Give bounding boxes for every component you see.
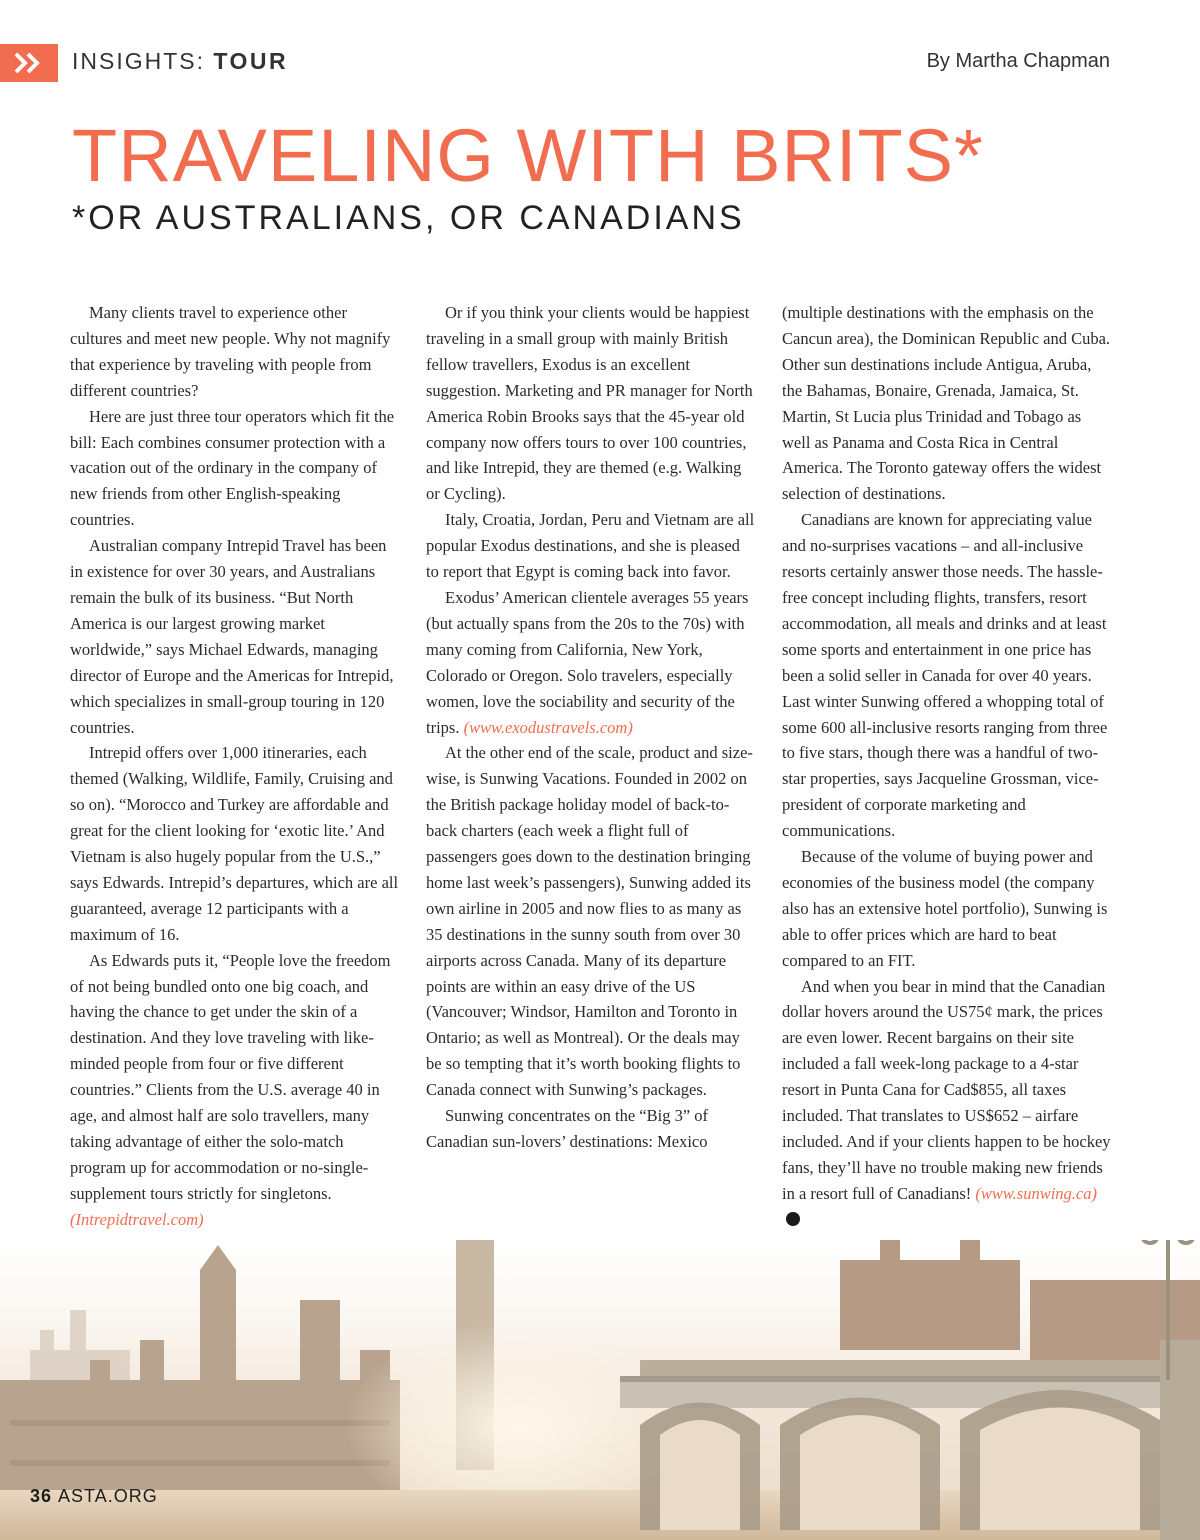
sunwing-link[interactable]: (www.sunwing.ca) <box>975 1183 1097 1203</box>
paragraph: Or if you think your clients would be happiest traveling in a small group with mainly British fellow travellers, Exodus is an excellent suggestion. Marketing and PR manager for North America Robin Brooks says that the 45-year old company now offers tours to over 100 countries, and like Intrepid, they are themed (e.g. Walking or Cycling). <box>426 303 753 504</box>
page-number: 36 <box>30 1486 53 1506</box>
article-column-1 <box>70 300 400 1233</box>
end-of-article-icon <box>786 1212 800 1226</box>
exodus-link[interactable]: (www.exodustravels.com) <box>463 717 633 737</box>
paragraph: Because of the volume of buying power and economies of the business model (the company also has an extensive hotel portfolio), Sunwing is able to offer prices which are hard to beat compared to an FIT. <box>782 847 1108 970</box>
paragraph: (multiple destinations with the emphasis on the Cancun area), the Dominican Republic and Cuba. Other sun destinations include Antigua, Aruba, the Bahamas, Bonaire, Grenada, Jamaica, St. Martin, St Lucia plus Trinidad and Tobago as well as Panama and Costa Rica in Central America. The Toronto gateway offers the widest selection of destinations. <box>782 303 1111 504</box>
section-prefix: INSIGHTS: <box>72 48 214 74</box>
paragraph <box>782 974 1112 1233</box>
paragraph: Canadians are known for appreciating value and no-surprises vacations – and all-inclusive resorts certainly answer those needs. The hassle-free concept including flights, transfers, resort accommodation, all meals and drinks and at least some sports and entertainment in one price has been a solid seller in Canada for over 40 years. Last winter Sunwing offered a whopping total of some 600 all-inclusive resorts ranging from three to five stars, though there was a handful of two-star properties, says Jacqueline Grossman, vice-president of corporate marketing and communications. <box>782 510 1108 841</box>
paragraph-text: As Edwards puts it, “People love the freedom of not being bundled onto one big coach, and having the chance to get under the skin of a destination. And they love traveling with like-minded people from four or five different countries.” Clients from the U.S. average 40 in age, and almost half are solo travellers, many taking advantage of either the solo-match program up for accommodation or no-single-supplement tours strictly for singletons. <box>70 950 391 1203</box>
author-byline: By Martha Chapman <box>926 50 1110 72</box>
paragraph: Many clients travel to experience other cultures and meet new people. Why not magnify that experience by traveling with people from different countries? <box>70 303 391 400</box>
section-header <box>0 44 1200 82</box>
paragraph: Intrepid offers over 1,000 itineraries, each themed (Walking, Wildlife, Family, Cruising and so on). “Morocco and Turkey are affordable and great for the client looking for ‘exotic lite.’ And Vietnam is also hugely popular from the U.S.,” says Edwards. Intrepid’s departures, which are all guaranteed, average 12 participants with a maximum of 16. <box>70 743 399 944</box>
paragraph <box>70 948 400 1233</box>
article-column-2 <box>426 300 756 1155</box>
article-column-3 <box>782 300 1112 1233</box>
paragraph <box>426 585 756 740</box>
paragraph-text: Exodus’ American clientele averages 55 years (but actually spans from the 20s to the 70s) with many coming from California, New York, Colorado or Oregon. Solo travelers, especially women, love the sociability and security of the trips. <box>426 587 749 737</box>
paragraph-text: And when you bear in mind that the Canadian dollar hovers around the US75¢ mark, the prices are even lower. Recent bargains on their site included a fall week-long package to a 4-star resort in Punta Cana for Cad$855, all taxes included. That translates to US$652 – airfare included. And if your clients happen to be hockey fans, they’ll have no trouble making new friends in a resort full of Canadians! <box>782 976 1111 1203</box>
paragraph: At the other end of the scale, product and size-wise, is Sunwing Vacations. Founded in 2002 on the British package holiday model of back-to-back charters (each week a flight full of passengers goes down to the destination bringing home last week’s passengers), Sunwing added its own airline in 2005 and now flies to as many as 35 destinations in the sunny south from over 30 airports across Canada. Many of its departure points are within an easy drive of the US (Vancouver; Windsor, Hamilton and Toronto in Ontario; as well as Montreal). Or the deals may be so tempting that it’s worth booking flights to Canada connect with Sunwing’s packages. <box>426 743 753 1100</box>
paragraph: Australian company Intrepid Travel has been in existence for over 30 years, and Australians remain the bulk of its business. “But North America is our largest growing market worldwide,” says Michael Edwards, managing director of Europe and the Americas for Intrepid, which specializes in small-group touring in 120 countries. <box>70 536 394 737</box>
intrepid-link[interactable]: (Intrepidtravel.com) <box>70 1209 204 1229</box>
paragraph: Sunwing concentrates on the “Big 3” of Canadian sun-lovers’ destinations: Mexico <box>426 1106 709 1151</box>
section-name: TOUR <box>213 48 289 74</box>
paragraph: Here are just three tour operators which fit the bill: Each combines consumer protection with a vacation out of the ordinary in the company of new friends from other English-speaking countries. <box>70 406 395 530</box>
double-chevron-right-icon <box>0 44 58 82</box>
article-title: TRAVELING WITH BRITS* <box>72 114 984 197</box>
london-skyline-photo <box>0 1240 1200 1540</box>
article-subtitle: *OR AUSTRALIANS, OR CANADIANS <box>72 199 745 237</box>
footer-site: ASTA.ORG <box>58 1486 158 1506</box>
skyline-illustration <box>0 1240 1200 1540</box>
page-footer <box>30 1486 158 1507</box>
paragraph: Italy, Croatia, Jordan, Peru and Vietnam are all popular Exodus destinations, and she is pleased to report that Egypt is coming back into favor. <box>426 510 755 582</box>
section-label <box>72 48 288 75</box>
